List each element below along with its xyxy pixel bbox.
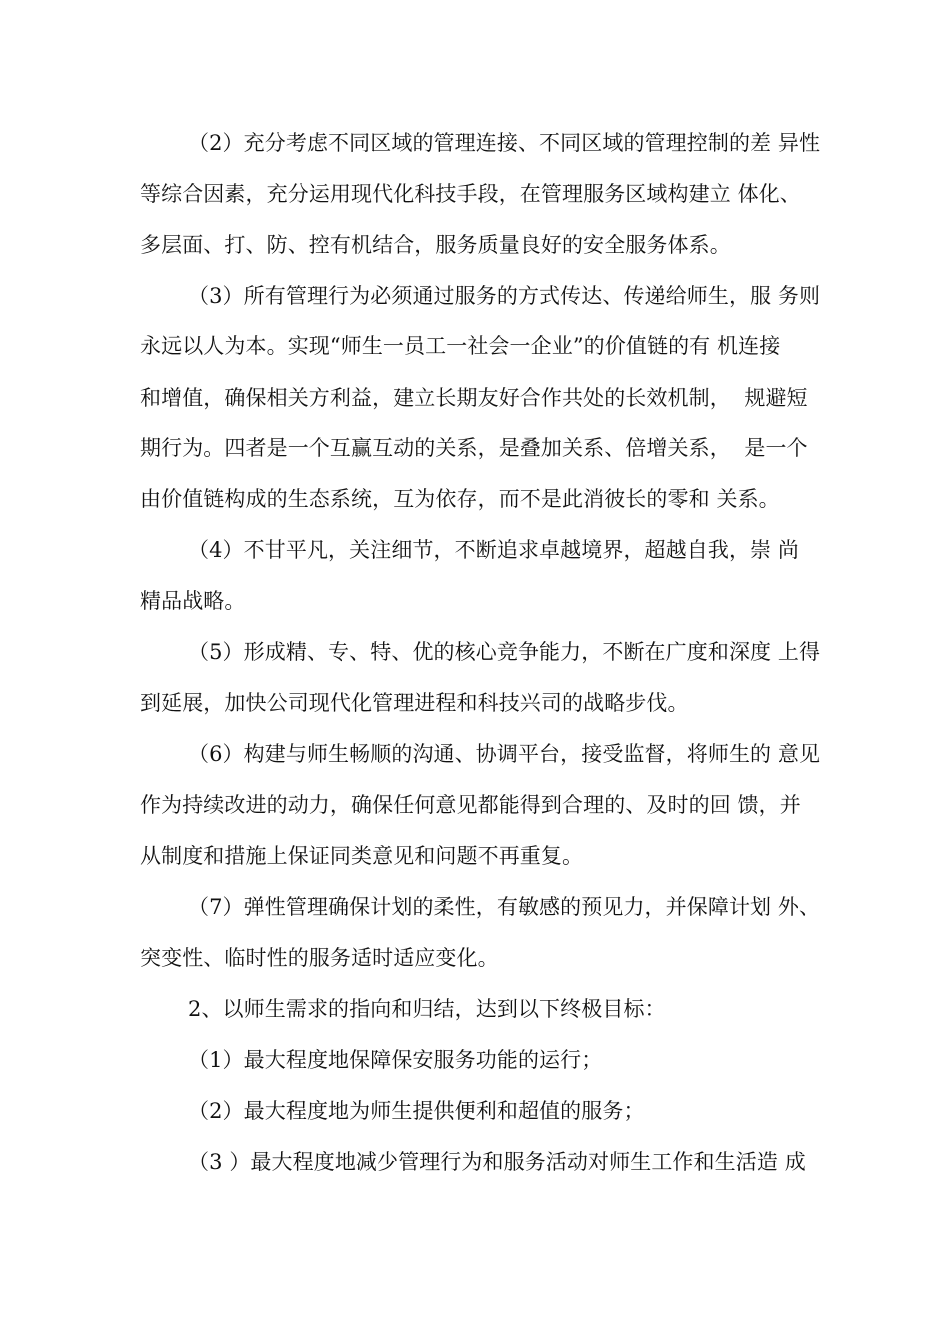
paragraph-line: 永远以人为本。实现“师生一员工一社会一企业”的价值链的有 机连接 — [140, 334, 781, 358]
paragraph-line: （1）最大程度地保障保安服务功能的运行； — [188, 1048, 603, 1072]
paragraph-line: 精品战略。 — [140, 589, 246, 613]
paragraph-line: 2、以师生需求的指向和归结，达到以下终极目标： — [188, 997, 666, 1021]
paragraph-line: 从制度和措施上保证同类意见和问题不再重复。 — [140, 844, 584, 868]
paragraph-line: 突变性、临时性的服务适时适应变化。 — [140, 946, 499, 970]
paragraph-line: 期行为。四者是一个互赢互动的关系，是叠加关系、倍增关系， 是一个 — [140, 436, 808, 460]
paragraph-line: （4）不甘平凡，关注细节，不断追求卓越境界，超越自我，崇 尚 — [188, 538, 800, 562]
paragraph-line: 等综合因素，充分运用现代化科技手段，在管理服务区域构建立 体化、 — [140, 182, 801, 206]
paragraph-line: （3）所有管理行为必须通过服务的方式传达、传递给师生，服 务则 — [188, 284, 821, 308]
paragraph-line: （2）最大程度地为师生提供便利和超值的服务； — [188, 1099, 645, 1123]
paragraph-line: 到延展，加快公司现代化管理进程和科技兴司的战略步伐。 — [140, 691, 689, 715]
paragraph-line: （6）构建与师生畅顺的沟通、协调平台，接受监督，将师生的 意见 — [188, 742, 821, 766]
paragraph-line: （2）充分考虑不同区域的管理连接、不同区域的管理控制的差 异性 — [188, 131, 821, 155]
paragraph-line: 多层面、打、防、控有机结合，服务质量良好的安全服务体系。 — [140, 233, 731, 257]
paragraph-line: （7）弹性管理确保计划的柔性，有敏感的预见力，并保障计划 外、 — [188, 895, 821, 919]
paragraph-line: 和增值，确保相关方利益，建立长期友好合作共处的长效机制， 规避短 — [140, 386, 808, 410]
paragraph-line: 由价值链构成的生态系统，互为依存，而不是此消彼长的零和 关系。 — [140, 487, 780, 511]
paragraph-line: （5）形成精、专、特、优的核心竞争能力，不断在广度和深度 上得 — [188, 640, 821, 664]
paragraph-line: （3 ）最大程度地减少管理行为和服务活动对师生工作和生活造 成 — [188, 1150, 806, 1174]
paragraph-line: 作为持续改进的动力，确保任何意见都能得到合理的、及时的回 馈，并 — [140, 793, 801, 817]
